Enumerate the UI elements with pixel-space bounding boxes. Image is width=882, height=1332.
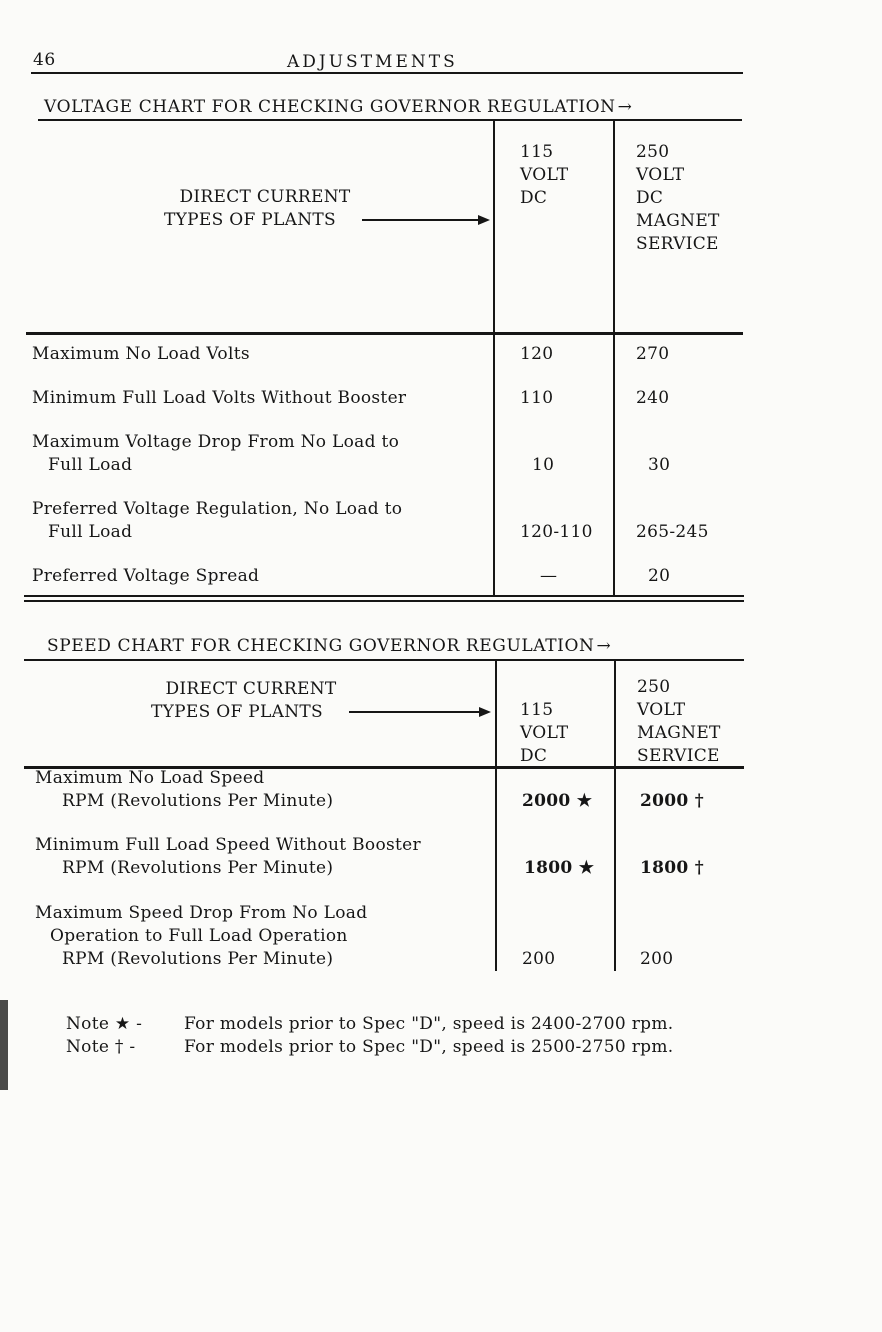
page-number: 46: [33, 50, 56, 70]
voltage-row-value-250: 30: [648, 455, 671, 475]
voltage-row-label: Preferred Voltage Spread: [32, 566, 260, 586]
speed-row-value-115: 200: [522, 949, 556, 969]
voltage-col1-head-2: VOLT: [520, 165, 569, 185]
speed-heading-arrowhead-icon: [479, 707, 491, 717]
speed-type-label-line2: TYPES OF PLANTS: [151, 702, 323, 722]
voltage-col2-head-4: MAGNET: [636, 211, 720, 231]
voltage-type-label-line2: TYPES OF PLANTS: [164, 210, 336, 230]
speed-row-value-115: 2000 ★: [522, 791, 593, 811]
voltage-col-divider-1: [493, 121, 495, 595]
speed-col1-head-1: 115: [520, 700, 554, 720]
voltage-heading-arrow-icon: [362, 219, 480, 221]
voltage-row-label-cont: Full Load: [48, 522, 133, 542]
voltage-row-value-115: 120-110: [520, 522, 593, 542]
speed-col2-head-3: MAGNET: [637, 723, 721, 743]
note-dagger-label: Note † -: [66, 1037, 136, 1057]
speed-row-label-cont: Operation to Full Load Operation: [50, 926, 348, 946]
speed-row-label-cont: RPM (Revolutions Per Minute): [62, 791, 334, 811]
voltage-col2-head-1: 250: [636, 142, 670, 162]
speed-col-divider-1: [495, 661, 497, 971]
voltage-row-value-250: 240: [636, 388, 670, 408]
voltage-row-label: Preferred Voltage Regulation, No Load to: [32, 499, 403, 519]
voltage-col-divider-2: [613, 121, 615, 595]
speed-row-label: Minimum Full Load Speed Without Booster: [35, 835, 421, 855]
voltage-heading-arrowhead-icon: [478, 215, 490, 225]
speed-col1-head-3: DC: [520, 746, 548, 766]
voltage-col1-head-3: DC: [520, 188, 548, 208]
header-rule: [31, 72, 743, 74]
voltage-col2-head-5: SERVICE: [636, 234, 719, 254]
voltage-col1-head-1: 115: [520, 142, 554, 162]
note-star-label: Note ★ -: [66, 1014, 143, 1034]
voltage-row-value-250: 270: [636, 344, 670, 364]
voltage-row-label: Maximum Voltage Drop From No Load to: [32, 432, 400, 452]
speed-row-label: Maximum Speed Drop From No Load: [35, 903, 368, 923]
speed-row-value-250: 1800 †: [640, 858, 704, 878]
speed-chart-top-rule: [24, 659, 744, 661]
speed-chart-title: SPEED CHART FOR CHECKING GOVERNOR REGULATION →: [47, 636, 612, 656]
voltage-type-label-line1: DIRECT CURRENT: [179, 187, 351, 207]
speed-row-value-115: 1800 ★: [524, 858, 595, 878]
voltage-chart-title: VOLTAGE CHART FOR CHECKING GOVERNOR REGULATION →: [44, 97, 633, 117]
voltage-row-label: Maximum No Load Volts: [32, 344, 250, 364]
voltage-row-value-115: 10: [532, 455, 555, 475]
note-star-text: For models prior to Spec "D", speed is 2400-2700 rpm.: [184, 1014, 674, 1034]
voltage-bottom-rule-1: [24, 595, 744, 597]
voltage-row-value-115: —: [540, 566, 558, 586]
voltage-bottom-rule-2: [24, 600, 744, 602]
voltage-row-value-115: 120: [520, 344, 554, 364]
voltage-row-value-115: 110: [520, 388, 554, 408]
speed-row-value-250: 2000 †: [640, 791, 704, 811]
speed-row-label-cont: RPM (Revolutions Per Minute): [62, 949, 334, 969]
voltage-row-label-cont: Full Load: [48, 455, 133, 475]
title-arrow-icon: →: [617, 97, 633, 117]
binding-shadow: [0, 1000, 8, 1090]
speed-row-label: Maximum No Load Speed: [35, 768, 265, 788]
speed-col2-head-1: 250: [637, 677, 671, 697]
voltage-head-rule: [26, 332, 743, 335]
voltage-chart-top-rule: [38, 119, 742, 121]
speed-col-divider-2: [614, 661, 616, 971]
speed-type-label-line1: DIRECT CURRENT: [165, 679, 337, 699]
speed-col2-head-4: SERVICE: [637, 746, 720, 766]
speed-heading-arrow-icon: [349, 711, 481, 713]
speed-col1-head-2: VOLT: [520, 723, 569, 743]
page-title: ADJUSTMENTS: [287, 52, 458, 72]
voltage-row-value-250: 20: [648, 566, 671, 586]
note-dagger-text: For models prior to Spec "D", speed is 2500-2750 rpm.: [184, 1037, 674, 1057]
title-arrow-icon: →: [596, 636, 612, 656]
speed-col2-head-2: VOLT: [637, 700, 686, 720]
voltage-row-label: Minimum Full Load Volts Without Booster: [32, 388, 407, 408]
speed-row-label-cont: RPM (Revolutions Per Minute): [62, 858, 334, 878]
voltage-col2-head-2: VOLT: [636, 165, 685, 185]
speed-row-value-250: 200: [640, 949, 674, 969]
voltage-col2-head-3: DC: [636, 188, 664, 208]
voltage-row-value-250: 265-245: [636, 522, 709, 542]
